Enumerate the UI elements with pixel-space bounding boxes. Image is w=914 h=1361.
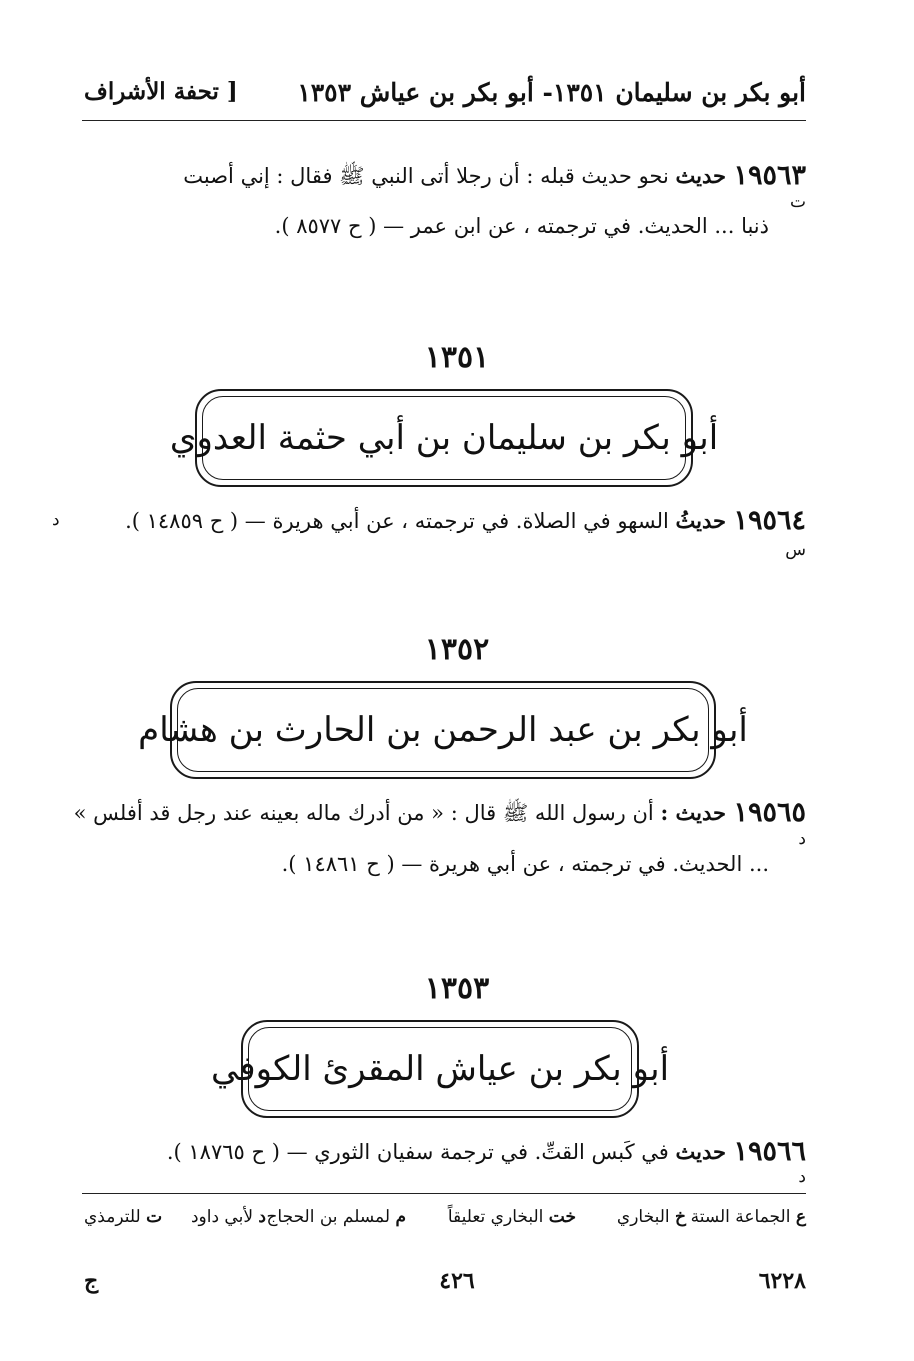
legend-item xyxy=(448,1207,576,1227)
section-number: ١٣٥٣ xyxy=(424,971,490,1006)
entry-siglum: د xyxy=(52,510,60,530)
entry-keyword: حديث xyxy=(675,163,726,188)
volume-page-number: ٦٢٢٨ xyxy=(758,1268,806,1294)
entry-number: ١٩٥٦٦ xyxy=(733,1136,806,1167)
running-header-title: أبو بكر بن سليمان ١٣٥١- أبو بكر بن عياش ١٣٥٣ xyxy=(297,78,806,107)
legend-siglum: ت xyxy=(146,1207,163,1227)
legend-label: لمسلم بن الحجاج xyxy=(266,1207,391,1227)
section-number: ١٣٥١ xyxy=(424,340,490,375)
entry-keyword: حديث xyxy=(675,1139,726,1164)
legend-item xyxy=(84,1207,162,1227)
entry-text: أن رسول الله ﷺ قال : « من أدرك ماله بعينه عند رجل قد أفلس » xyxy=(73,801,654,825)
name-box xyxy=(210,1020,670,1118)
header-rule xyxy=(82,120,806,121)
entry-line xyxy=(74,800,726,831)
entry-text: السهو في الصلاة. في ترجمته ، عن أبي هريرة — ( ح ١٤٨٥٩ ). xyxy=(125,509,669,533)
legend-label: الجماعة الستة xyxy=(690,1207,791,1227)
legend-siglum: د xyxy=(258,1207,266,1227)
entry-line: ذنبا ... الحديث. في ترجمته ، عن ابن عمر — ( ح ٨٥٧٧ ). xyxy=(274,214,769,238)
narrator-name: أبو بكر بن عياش المقرئ الكوفي xyxy=(210,1049,670,1089)
narrator-name: أبو بكر بن سليمان بن أبي حثمة العدوي xyxy=(169,418,719,458)
entry-siglum: د xyxy=(798,829,806,849)
legend-siglum: ع xyxy=(795,1207,806,1227)
narrator-name: أبو بكر بن عبد الرحمن بن الحارث بن هشام xyxy=(138,710,748,750)
legend-item xyxy=(266,1207,406,1227)
entry-number: ١٩٥٦٥ xyxy=(733,797,806,828)
legend-label: البخاري تعليقاً xyxy=(447,1207,544,1227)
entry-line: ... الحديث. في ترجمته ، عن أبي هريرة — ( ح ١٤٨٦١ ). xyxy=(281,852,769,876)
legend-item xyxy=(191,1207,266,1227)
page-number: ٤٢٦ xyxy=(439,1268,475,1294)
running-header-book: [ تحفة الأشراف xyxy=(84,78,238,105)
legend-siglum: خت xyxy=(548,1207,576,1227)
legend-siglum: م xyxy=(395,1207,406,1227)
entry-line xyxy=(183,163,726,194)
legend-label: لأبي داود xyxy=(190,1207,254,1227)
name-box xyxy=(138,681,748,779)
legend-item xyxy=(617,1207,686,1227)
legend-label: البخاري xyxy=(616,1207,670,1227)
entry-number: ١٩٥٦٤ xyxy=(733,505,806,536)
footer-rule xyxy=(82,1193,806,1194)
legend-siglum: خ xyxy=(675,1207,686,1227)
name-box xyxy=(169,389,719,487)
entry-keyword: حديثُ xyxy=(675,508,726,533)
entry-line xyxy=(167,1139,726,1164)
entry-line xyxy=(125,508,726,533)
legend-item xyxy=(691,1207,806,1227)
entry-number: ١٩٥٦٣ xyxy=(733,160,806,191)
entry-siglum: س xyxy=(785,540,806,560)
entry-keyword: حديث : xyxy=(660,800,726,825)
entry-siglum: ت xyxy=(789,192,806,212)
entry-text: في كَبس القتِّ. في ترجمة سفيان الثوري — ( ح ١٨٧٦٥ ). xyxy=(166,1140,669,1164)
section-number: ١٣٥٢ xyxy=(424,632,490,667)
signature-mark: ج xyxy=(84,1268,99,1294)
legend-label: للترمذي xyxy=(84,1207,141,1227)
entry-siglum: د xyxy=(798,1167,806,1187)
entry-text: نحو حديث قبله : أن رجلا أتى النبي ﷺ فقال : إني أصبت xyxy=(183,164,669,188)
